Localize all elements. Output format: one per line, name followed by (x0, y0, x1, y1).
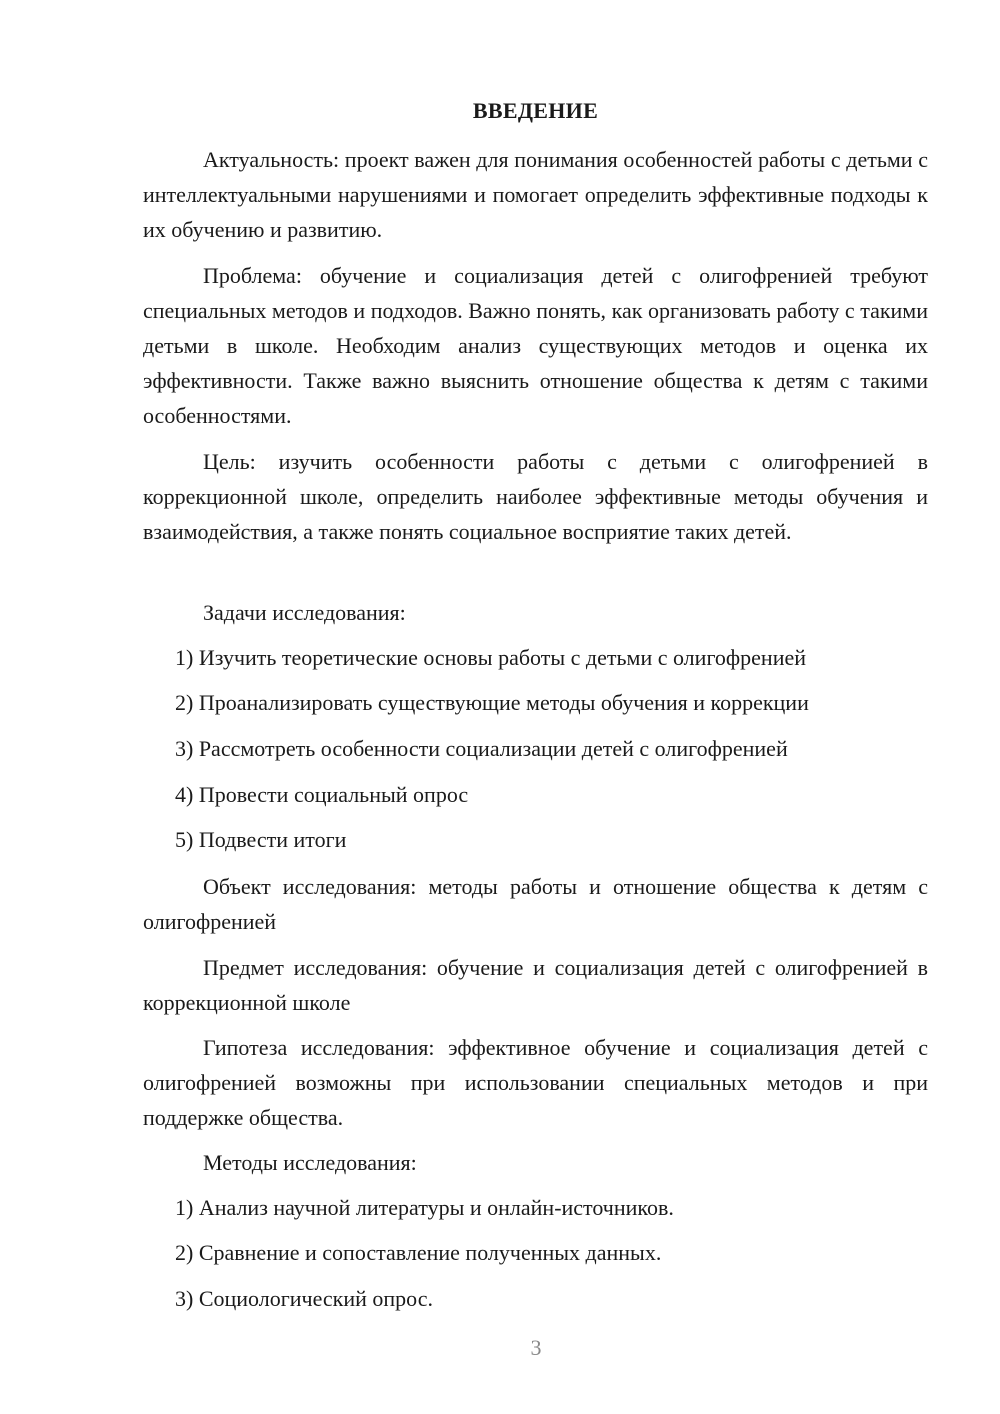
problem-paragraph: Проблема: обучение и социализация детей с олигофренией требуют специальных методов и подходов. Важно понять, как организовать работу с такими детьми в школе. Необходим анализ существующих методов и оценка их эффективности. Также важно выяснить отношение общества к детям с такими особенностями. (143, 263, 928, 428)
task-item: 3) Рассмотреть особенности социализации детей с олигофренией (175, 736, 788, 761)
subject-paragraph: Предмет исследования: обучение и социализация детей с олигофренией в коррекционной школе (143, 955, 928, 1015)
object-paragraph: Объект исследования: методы работы и отношение общества к детям с олигофренией (143, 874, 928, 934)
task-item: 1) Изучить теоретические основы работы с детьми с олигофренией (175, 645, 807, 670)
tasks-label: Задачи исследования: (203, 600, 406, 625)
methods-label: Методы исследования: (203, 1150, 417, 1175)
goal-paragraph: Цель: изучить особенности работы с детьми с олигофренией в коррекционной школе, определить наиболее эффективные методы обучения и взаимодействия, а также понять социальное восприятие таких детей. (143, 449, 928, 544)
page-number: 3 (530, 1335, 542, 1360)
hypothesis-paragraph: Гипотеза исследования: эффективное обучение и социализация детей с олигофренией возможны при использовании специальных методов и при поддержке общества. (143, 1035, 928, 1130)
method-item: 2) Сравнение и сопоставление полученных данных. (175, 1240, 662, 1265)
task-item: 4) Провести социальный опрос (175, 782, 469, 807)
relevance-paragraph: Актуальность: проект важен для понимания особенностей работы с детьми с интеллектуальными нарушениями и помогает определить эффективные подходы к их обучению и развитию. (143, 147, 928, 242)
method-item: 1) Анализ научной литературы и онлайн-источников. (175, 1195, 674, 1220)
method-item: 3) Социологический опрос. (175, 1286, 433, 1311)
task-item: 5) Подвести итоги (175, 827, 347, 852)
task-item: 2) Проанализировать существующие методы обучения и коррекции (175, 690, 809, 715)
section-heading: ВВЕДЕНИЕ (472, 98, 599, 123)
